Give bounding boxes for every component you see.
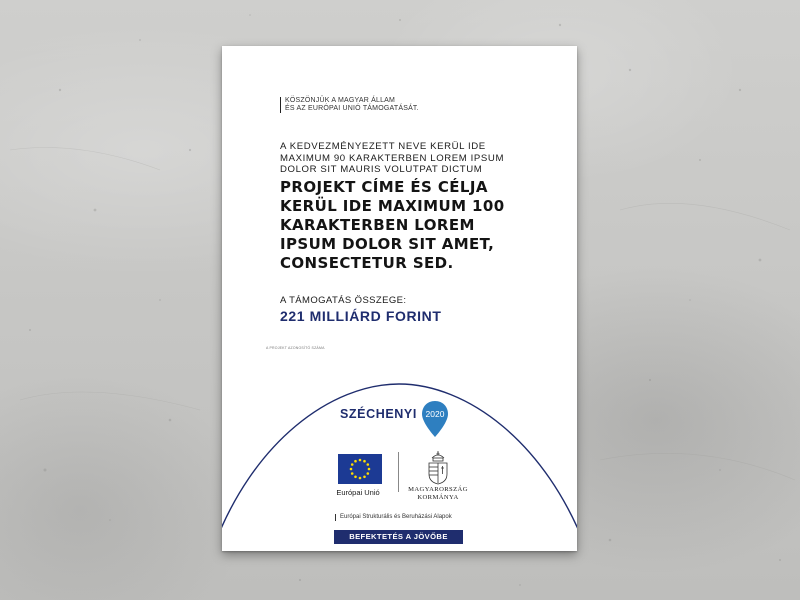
government-line-1: MAGYARORSZÁG xyxy=(408,486,468,493)
project-title-line-3: KARAKTERBEN LOREM xyxy=(280,216,475,234)
beneficiary-line-3: DOLOR SIT MAURIS VOLUTPAT DICTUM xyxy=(280,164,483,175)
project-title-line-4: IPSUM DOLOR SIT AMET, xyxy=(280,235,495,253)
brand-year: 2020 xyxy=(425,409,445,419)
eu-flag-icon xyxy=(338,454,382,484)
beneficiary-line-1: A KEDVEZMÉNYEZETT NEVE KERÜL IDE xyxy=(280,141,486,152)
logo-divider xyxy=(398,452,399,492)
government-line-2: KORMÁNYA xyxy=(417,494,459,501)
investment-banner: BEFEKTETÉS A JÖVŐBE xyxy=(334,530,463,544)
thanks-line-2: ÉS AZ EURÓPAI UNIÓ TÁMOGATÁSÁT. xyxy=(285,105,419,112)
project-title-line-2: KERÜL IDE MAXIMUM 100 xyxy=(280,197,505,215)
funds-label: Európai Strukturális és Beruházási Alapok xyxy=(335,514,452,521)
beneficiary-line-2: MAXIMUM 90 KARAKTERBEN LOREM IPSUM xyxy=(280,152,505,164)
szechenyi-wordmark: SZÉCHENYI xyxy=(340,407,417,421)
government-label xyxy=(400,486,476,502)
hungarian-crest-icon xyxy=(422,450,454,486)
eu-label: Európai Unió xyxy=(336,488,380,497)
poster-sheet xyxy=(222,46,577,551)
amount-label: A TÁMOGATÁS ÖSSZEGE: xyxy=(280,295,407,306)
map-pin-icon xyxy=(420,399,450,439)
amount-value: 221 MILLIÁRD FORINT xyxy=(280,308,442,324)
thanks-line-1: KÖSZÖNJÜK A MAGYAR ÁLLAM xyxy=(285,97,396,104)
project-title-line-1: PROJEKT CÍME ÉS CÉLJA xyxy=(280,178,488,196)
bottom-arc xyxy=(222,46,577,551)
project-title-line-5: CONSECTETUR SED. xyxy=(280,254,454,272)
project-id-note: A PROJEKT AZONOSÍTÓ SZÁMA xyxy=(266,346,325,350)
